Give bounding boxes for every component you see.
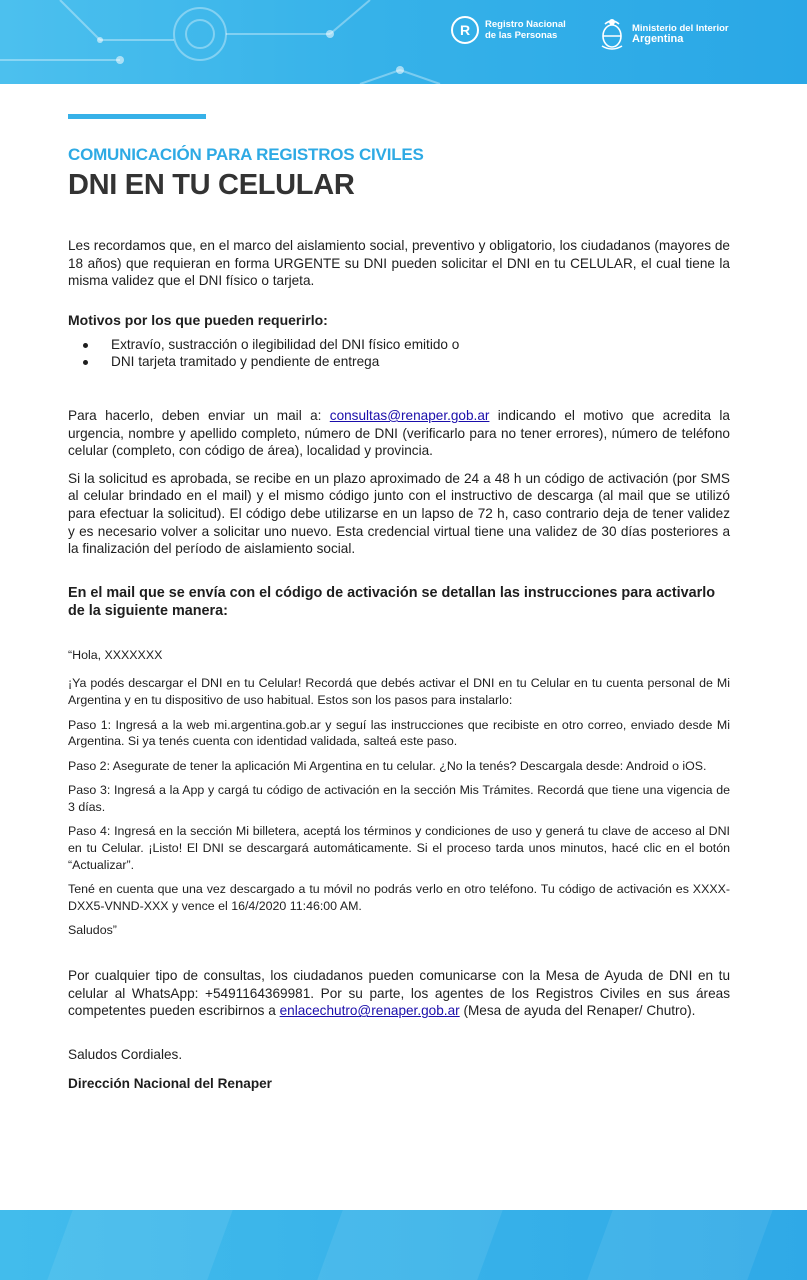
- header-band: [0, 0, 807, 84]
- list-item: DNI tarjeta tramitado y pendiente de entrega: [68, 353, 730, 371]
- approval-paragraph: Si la solicitud es aprobada, se recibe en un plazo aproximado de 24 a 48 h un código de activación (por SMS al celular brindado en el mail) y el mismo código junto con el instructivo de descarga (al mail que se utilizó para efectuar la solicitud). El código debe utilizarse en un lapso de 72 h, caso contrario deja de tener validez y es necesario volver a solicitar uno nuevo. Esta credencial virtual tiene una validez de 30 días posteriores a la finalización del período de aislamiento social.: [68, 470, 730, 557]
- coat-of-arms-icon: [598, 16, 626, 52]
- email-step-2: Paso 2: Asegurate de tener la aplicación Mi Argentina en tu celular. ¿No la tenés? Descargala desde: Android o iOS.: [68, 758, 707, 773]
- document-body: [68, 145, 730, 1093]
- ministerio-logo-line-1: Ministerio del Interior: [632, 23, 729, 34]
- list-item: Extravío, sustracción o ilegibilidad del DNI físico emitido o: [68, 336, 730, 354]
- email-note: Tené en cuenta que una vez descargado a tu móvil no podrás verlo en otro teléfono. Tu código de activación es XXXX-DXX5-VNND-XXX y vence el 16/4/2020 11:46:00 AM.: [68, 882, 730, 913]
- intro-paragraph: Les recordamos que, en el marco del aislamiento social, preventivo y obligatorio, los ciudadanos (mayores de 18 años) que requieran en forma URGENTE su DNI pueden solicitar el DNI en tu CELULAR, el cual tiene la misma validez que el DNI físico o tarjeta.: [68, 238, 730, 289]
- footer-band: [0, 1210, 807, 1280]
- accent-bar: [68, 114, 206, 119]
- document-title: DNI EN TU CELULAR: [68, 169, 355, 201]
- mail-instructions-heading: En el mail que se envía con el código de activación se detallan las instrucciones para activarlo de la siguiente manera:: [68, 584, 716, 620]
- email-step-4: Paso 4: Ingresá en la sección Mi billetera, aceptá los términos y condiciones de uso y generá tu clave de acceso al DNI en tu Celular. ¡Listo! El DNI se descargará automáticamente. Si el proceso tarda unos minutos, hacé clic en el botón “Actualizar”.: [68, 824, 730, 872]
- email-intro: ¡Ya podés descargar el DNI en tu Celular! Recordá que debés activar el DNI en tu Celular en tu cuenta personal de Mi Argentina y en tu dispositivo de uso habitual. Estos son los pasos para instalarlo:: [68, 676, 730, 707]
- email-step-3: Paso 3: Ingresá a la App y cargá tu código de activación en la sección Mis Trámites. Recordá que tiene una vigencia de 3 días.: [68, 783, 730, 814]
- renaper-logo-text: [485, 19, 566, 41]
- email-closing: Saludos”: [68, 923, 117, 938]
- reasons-list: [68, 336, 730, 371]
- email-greeting: “Hola, XXXXXXX: [68, 647, 163, 662]
- ministerio-logo: [598, 16, 729, 52]
- ministerio-logo-line-2: Argentina: [632, 33, 684, 45]
- renaper-logo-line-2: de las Personas: [485, 30, 558, 41]
- signature-line: Dirección Nacional del Renaper: [68, 1076, 272, 1092]
- footer-stripe: [317, 1210, 502, 1280]
- email-step-1: Paso 1: Ingresá a la web mi.argentina.gob.ar y seguí las instrucciones que recibiste en otro correo, enviado desde Mi Argentina. Si ya tenés cuenta con identidad validada, salteá este paso.: [68, 717, 730, 749]
- contact-paragraph: [68, 967, 730, 1020]
- ministerio-logo-text: [632, 23, 729, 45]
- request-text-before: Para hacerlo, deben enviar un mail a:: [68, 407, 330, 423]
- consultas-email-link[interactable]: consultas@renaper.gob.ar: [329, 407, 490, 423]
- footer-stripe: [587, 1210, 772, 1280]
- regards-line: Saludos Cordiales.: [68, 1046, 183, 1062]
- renaper-logo-line-1: Registro Nacional: [485, 19, 566, 30]
- request-text-after: indicando el motivo que acredita la urgencia, nombre y apellido completo, número de DNI (verificarlo para no tener errores), número de teléfono celular (completo, con código de área), localidad y provincia.: [68, 407, 730, 459]
- request-paragraph: [68, 407, 730, 460]
- enlacechutro-email-link[interactable]: enlacechutro@renaper.gob.ar: [279, 1003, 460, 1019]
- contact-text-before: Por cualquier tipo de consultas, los ciudadanos pueden comunicarse con la Mesa de Ayuda de DNI en tu celular al WhatsApp: +5491164369981. Por su parte, los agentes de los Registros Civiles en sus áreas competentes pueden escribirnos a: [68, 968, 730, 1019]
- document-kicker: COMUNICACIÓN PARA REGISTROS CIVILES: [68, 145, 424, 164]
- reasons-heading: Motivos por los que pueden requerirlo:: [68, 311, 328, 328]
- renaper-emblem-icon: R: [451, 16, 479, 44]
- footer-stripe: [47, 1210, 232, 1280]
- renaper-logo: [451, 16, 566, 44]
- email-quote: [68, 647, 730, 939]
- contact-text-after: (Mesa de ayuda del Renaper/ Chutro).: [459, 1003, 696, 1019]
